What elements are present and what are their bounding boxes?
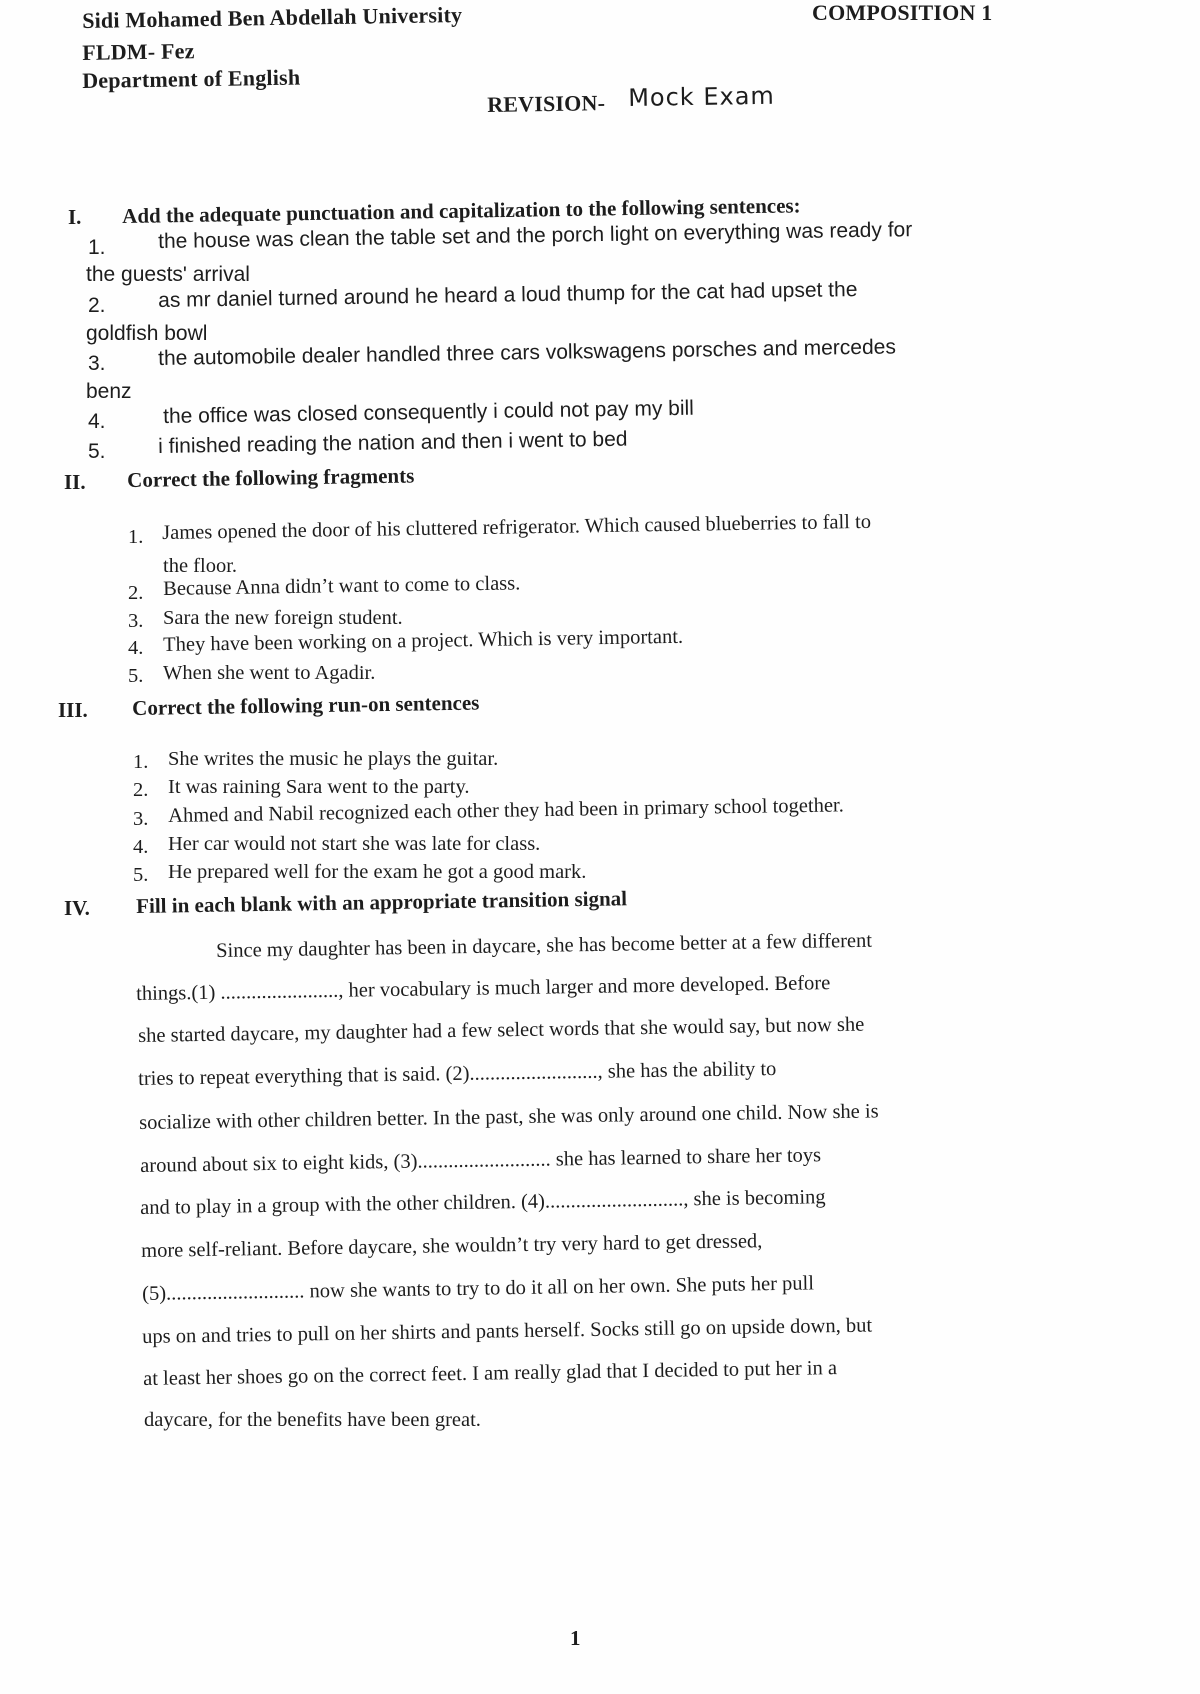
s3-item-5-number: 5. bbox=[133, 864, 149, 886]
passage-line: tries to repeat everything that is said. (2)........................., she has the ability to bbox=[138, 1057, 777, 1090]
s3-item-3-text: Ahmed and Nabil recognized each other they had been in primary school together. bbox=[168, 794, 844, 827]
s2-item-1-number: 1. bbox=[128, 526, 144, 548]
section-1-title: Add the adequate punctuation and capitalization to the following sentences: bbox=[122, 193, 801, 228]
s2-item-2-text: Because Anna didn’t want to come to class. bbox=[163, 572, 521, 600]
section-4-title: Fill in each blank with an appropriate transition signal bbox=[136, 886, 628, 918]
s1-item-3-number: 3. bbox=[88, 352, 106, 375]
s2-item-4-number: 4. bbox=[128, 637, 144, 659]
s1-item-3-continuation: benz bbox=[86, 380, 132, 403]
passage-line: ups on and tries to pull on her shirts and pants herself. Socks still go on upside down, but bbox=[142, 1314, 873, 1348]
passage-line: more self-reliant. Before daycare, she wouldn’t try very hard to get dressed, bbox=[141, 1230, 763, 1262]
s2-item-5-number: 5. bbox=[128, 665, 144, 687]
s2-item-2-number: 2. bbox=[128, 582, 144, 604]
passage-line: things.(1) ......................., her vocabulary is much larger and more developed. Before bbox=[136, 972, 831, 1005]
section-2-number: II. bbox=[64, 470, 86, 494]
revision-label: REVISION- bbox=[487, 90, 606, 117]
passage-line: (5)........................... now she wants to try to do it all on her own. She puts her pull bbox=[142, 1272, 815, 1305]
university-name: Sidi Mohamed Ben Abdellah University bbox=[82, 2, 463, 33]
handwritten-note: Mock Exam bbox=[628, 81, 775, 112]
s3-item-1-number: 1. bbox=[133, 751, 149, 773]
s3-item-4-number: 4. bbox=[133, 836, 149, 858]
s1-item-1-continuation: the guests' arrival bbox=[86, 263, 250, 286]
s1-item-4-text: the office was closed consequently i could not pay my bill bbox=[163, 396, 695, 428]
s3-item-2-text: It was raining Sara went to the party. bbox=[168, 776, 470, 798]
s2-item-1-text: James opened the door of his cluttered refrigerator. Which caused blueberries to fall to bbox=[162, 510, 872, 544]
passage-line: Since my daughter has been in daycare, she has become better at a few different bbox=[216, 929, 873, 962]
course-title: COMPOSITION 1 bbox=[812, 0, 993, 25]
passage-line: she started daycare, my daughter had a few select words that she would say, but now she bbox=[138, 1013, 865, 1047]
passage-line: socialize with other children better. In the past, she was only around one child. Now she is bbox=[139, 1100, 879, 1134]
page-number: 1 bbox=[570, 1626, 581, 1650]
s2-item-3-text: Sara the new foreign student. bbox=[163, 607, 403, 629]
section-3-number: III. bbox=[58, 698, 88, 722]
passage-line: and to play in a group with the other children. (4)..........................., she is becoming bbox=[140, 1186, 826, 1219]
s3-item-4-text: Her car would not start she was late for class. bbox=[168, 833, 541, 855]
s1-item-5-text: i finished reading the nation and then i went to bed bbox=[158, 427, 628, 458]
s1-item-1-text: the house was clean the table set and the porch light on everything was ready for bbox=[158, 218, 913, 253]
s1-item-5-number: 5. bbox=[88, 440, 106, 463]
section-2-title: Correct the following fragments bbox=[127, 463, 415, 492]
passage-line: at least her shoes go on the correct feet. I am really glad that I decided to put her in a bbox=[143, 1357, 838, 1390]
s2-item-3-number: 3. bbox=[128, 610, 144, 632]
passage-line: daycare, for the benefits have been great. bbox=[144, 1409, 481, 1431]
section-1-number: I. bbox=[68, 205, 82, 229]
s2-item-4-text: They have been working on a project. Which is very important. bbox=[163, 625, 684, 656]
s1-item-4-number: 4. bbox=[88, 410, 106, 433]
s2-item-1-continuation: the floor. bbox=[163, 555, 238, 577]
passage-line: around about six to eight kids, (3).......................... she has learned to share her toys bbox=[140, 1144, 822, 1177]
s1-item-2-continuation: goldfish bowl bbox=[86, 322, 208, 345]
s3-item-3-number: 3. bbox=[133, 808, 149, 830]
faculty-name: FLDM- Fez bbox=[82, 38, 195, 65]
department-name: Department of English bbox=[82, 64, 301, 93]
s1-item-2-number: 2. bbox=[88, 294, 106, 317]
s3-item-5-text: He prepared well for the exam he got a good mark. bbox=[168, 861, 587, 883]
s1-item-3-text: the automobile dealer handled three cars volkswagens porsches and mercedes bbox=[158, 335, 897, 370]
s3-item-1-text: She writes the music he plays the guitar. bbox=[168, 748, 499, 770]
section-3-title: Correct the following run-on sentences bbox=[132, 690, 480, 720]
s1-item-1-number: 1. bbox=[88, 236, 106, 259]
s2-item-5-text: When she went to Agadir. bbox=[163, 662, 376, 684]
s3-item-2-number: 2. bbox=[133, 779, 149, 801]
s1-item-2-text: as mr daniel turned around he heard a loud thump for the cat had upset the bbox=[158, 278, 858, 312]
section-4-number: IV. bbox=[64, 896, 90, 920]
